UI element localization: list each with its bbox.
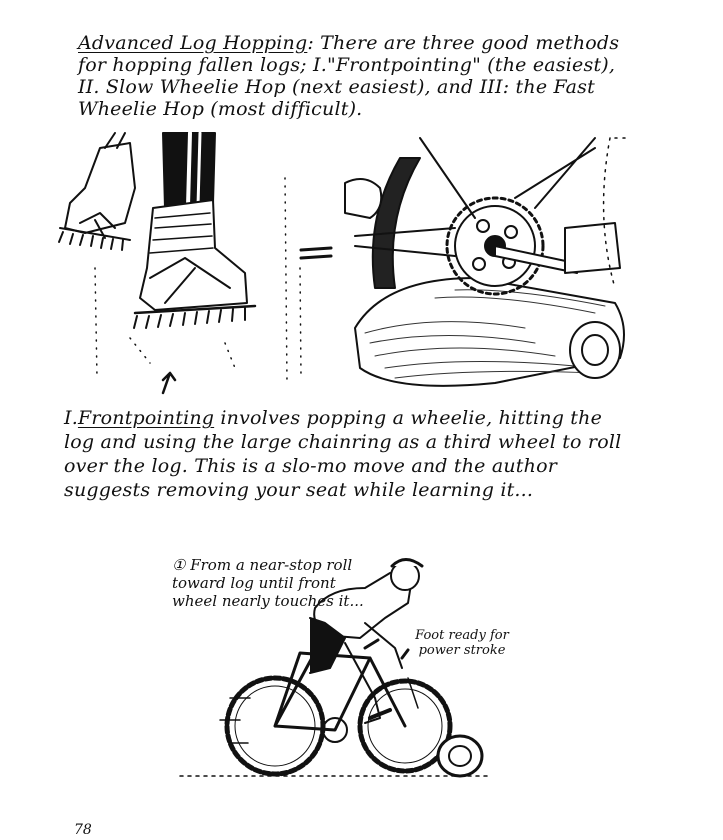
intro-text: : There are three good methods for hopping fallen logs; I."Frontpointing" (the easiest), II. Slow Wheelie Hop (next easiest), and III: the Fast Wheelie Hop (most difficult). (78, 32, 620, 120)
subsection-title: Frontpointing (77, 407, 215, 429)
section-title: Advanced Log Hopping (78, 32, 308, 54)
foot-caption: Foot ready for power stroke (415, 628, 509, 658)
pedal-shoe (565, 223, 620, 273)
paragraph-text: involves popping a wheelie, hitting the log and using the large chainring as a third wheel to roll over the log. This is a slo-mo move and the author suggests removing your seat while learning it... (64, 407, 622, 501)
left-boot (65, 143, 135, 233)
crampon-chainring-illustration (55, 128, 630, 406)
front-tire (373, 158, 420, 288)
hand (345, 179, 381, 218)
frontpointing-paragraph (64, 406, 624, 502)
right-boot (140, 200, 247, 310)
section-numeral: I. (64, 407, 78, 429)
page-number: 78 (74, 822, 92, 838)
step1-caption: ① From a near-stop roll toward log until front wheel nearly touches it... (172, 556, 364, 610)
log-end (438, 736, 482, 776)
intro-paragraph (78, 32, 638, 120)
rider-head (391, 562, 419, 590)
bike-frame (275, 640, 405, 730)
